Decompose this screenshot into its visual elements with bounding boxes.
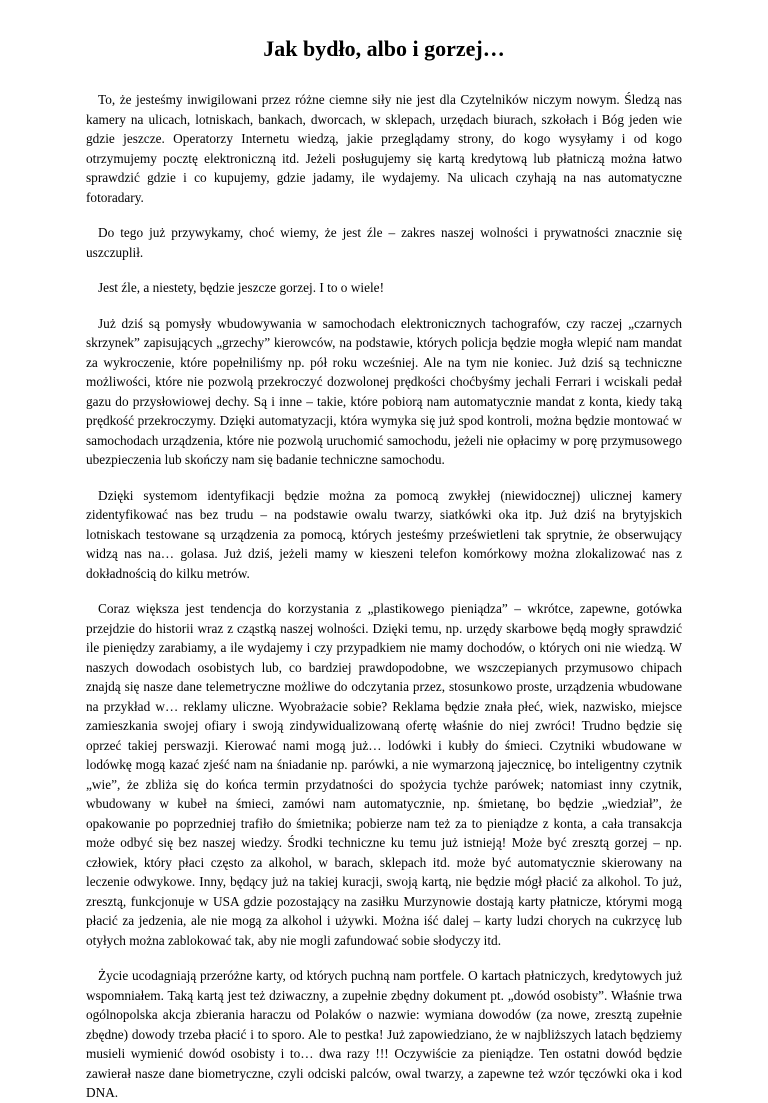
paragraph-5: Dzięki systemom identyfikacji będzie można za pomocą zwykłej (niewidocznej) ulicznej kamery zidentyfikować nas bez trudu – na podstawie owalu twarzy, siatkówki oka itp. Już dziś na brytyjskich lotniskach testowane są urządzenia za pomocą, których jesteśmy prześwietleni tak sprytnie, że obserwujący widzą nas na… golasa. Już dziś, jeżeli mamy w kieszeni telefon komórkowy można zlokalizować nas z dokładnością do kilku metrów.: [86, 487, 682, 581]
paragraph-6: Coraz większa jest tendencja do korzystania z „plastikowego pieniądza” – wkrótce, zapewne, gotówka przejdzie do historii wraz z cząstką naszej wolności. Dzięki temu, np. urzędy skarbowe będą mogły sprawdzić ile pieniędzy zarabiamy, a ile wydajemy i czy przypadkiem nie mamy dochodów, o których oni nie wiedzą. W naszych dowodach osobistych lub, co bardziej prawdopodobne, we wszczepianych przymusowo chipach znajdą się nasze dane telemetryczne możliwe do odczytania przez, stosunkowo proste, urządzenia wbudowane na przykład w… reklamy uliczne. Wyobrażacie sobie? Reklama będzie znała płeć, wiek, nazwisko, miejsce zamieszkania swojej ofiary i swoją zindywidualizowaną ofertę właśnie do niej zwróci! Trudno będzie się oprzeć takiej perswazji. Kierować nami mogą już… lodówki i kubły do śmieci. Czytniki wbudowane w lodówkę mogą kazać zjeść nam na śniadanie np. parówki, a nie wymarzoną jajecznicę, bo inteligentny czytnik „wie”, że zbliża się do końca termin przydatności do spożycia tychże parówek; natomiast inny czytnik, wbudowany w kubeł na śmieci, zamówi nam automatycznie, np. śmietanę, bo będzie „wiedział”, że opakowanie po poprzedniej trafiło do śmietnika; pobierze nam też za to pieniądze z konta, a cała transakcja może odbyć się bez naszej wiedzy. Środki techniczne ku temu już istnieją! Może być zresztą gorzej – np. człowiek, który płaci często za alkohol, w barach, sklepach itd. może być automatycznie skierowany na leczenie odwykowe. Inny, będący już na takiej kuracji, swoją kartą, nie będzie mógł płacić za alkohol. To już, zresztą, funkcjonuje w USA gdzie pozostający na zasiłku Murzynowie dostają karty płatnicze, którymi mogą płacić za jedzenia, ale nie mogą za alkohol i używki. Można iść dalej – karty ludzi chorych na cukrzycę lub otyłych można zablokować tak, aby nie mogli zafundować sobie słodyczy itd.: [86, 601, 682, 948]
document-title: Jak bydło, albo i gorzej…: [263, 36, 505, 61]
paragraph-7: Życie ucodagniają przeróżne karty, od których puchną nam portfele. O kartach płatniczych, kredytowych już wspomniałem. Taką kartą jest też dziwaczny, a zupełnie zbędny dokument pt. „dowód osobisty”. Właśnie trwa ogólnopolska akcja zbierania haraczu od Polaków o nazwie: wymiana dowodów (za nowe, zresztą zupełnie zbędne) dowody trzeba płacić i to sporo. Ale to pestka! Już zapowiedziano, że w najbliższych latach będziemy musieli wymienić dowód osobisty i to… dwa razy !!! Oczywiście za pieniądze. Ten ostatni dowód będzie zawierał nasze dane biometryczne, czyli odciski palców, owal twarzy, a zapewne też wzór tęczówki oka i kod DNA.: [86, 968, 682, 1100]
paragraph-3: Jest źle, a niestety, będzie jeszcze gorzej. I to o wiele!: [98, 280, 384, 295]
paragraph-2: Do tego już przywykamy, choć wiemy, że jest źle – zakres naszej wolności i prywatności znacznie się uszczuplił.: [86, 225, 682, 260]
paragraph-4: Już dziś są pomysły wbudowywania w samochodach elektronicznych tachografów, czy raczej „czarnych skrzynek” zapisujących „grzechy” kierowców, na podstawie, których policja będzie mogła wlepić nam mandat za wykroczenie, które popełniliśmy np. pół roku wcześniej. Ale na tym nie koniec. Już dziś są techniczne możliwości, które nie pozwolą przekroczyć dozwolonej prędkości choćbyśmy jechali Ferrari i wciskali pedał gazu do przysłowiowej dechy. Są i inne – takie, które pobiorą nam automatycznie mandat z konta, kiedy taką prędkość przekroczymy. Dzięki automatyzacji, która wymyka się już spod kontroli, można będzie montować w samochodach urządzenia, które nie pozwolą uruchomić samochodu, jeżeli nie opłacimy w porę przymusowego ubezpieczenia lub skończy nam się badanie techniczne samochodu.: [86, 315, 682, 467]
paragraph-1: To, że jesteśmy inwigilowani przez różne ciemne siły nie jest dla Czytelników niczym nowym. Śledzą nas kamery na ulicach, lotniskach, bankach, dworcach, w sklepach, urzędach biurach, szkołach i Bóg jeden wie gdzie jeszcze. Operatorzy Internetu wiedzą, jakie przeglądamy strony, do kogo wysyłamy i od kogo otrzymujemy pocztę elektroniczną itd. Jeżeli posługujemy się kartą kredytową lub płatniczą można łatwo sprawdzić gdzie i co kupujemy, gdzie jadamy, ile wydajemy. Na ulicach czyhają na nas automatyczne fotoradary.: [86, 92, 682, 205]
